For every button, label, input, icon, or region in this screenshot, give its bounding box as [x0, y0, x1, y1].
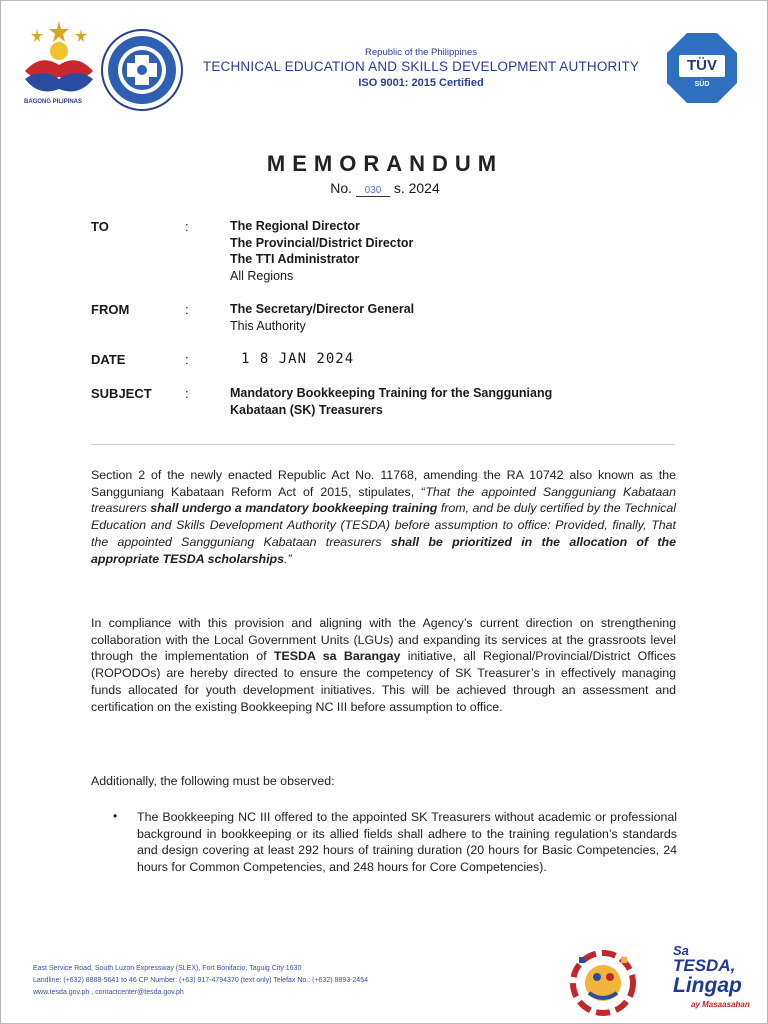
republic-header: Republic of the Philippines — [365, 47, 477, 58]
memo-number-line — [1, 180, 768, 197]
date-stamp: 1 8 JAN 2024 — [241, 351, 355, 367]
from-org: This Authority — [230, 318, 306, 333]
subject-label: SUBJECT — [91, 386, 152, 401]
date-colon: : — [185, 352, 189, 367]
header-divider — [91, 444, 675, 445]
footer-phones: Landline: (+632) 8888-5641 to 46 CP Number: (+63) 917-4794370 (text only) Telefax No.: (+632) 8893-2454 — [33, 977, 368, 984]
paragraph-1 — [91, 467, 676, 567]
to-recipients — [230, 218, 413, 284]
p1-quote-end: .” — [284, 551, 292, 566]
paragraph-2 — [91, 615, 676, 715]
from-name: The Secretary/Director General — [230, 302, 415, 316]
paragraph-3: Additionally, the following must be observed: — [91, 774, 335, 788]
subject-text — [230, 385, 552, 418]
p1-quote-emphasis-2: shall be prioritized in the allocation of the appropriate TESDA scholarships — [91, 534, 676, 566]
to-recipient-2: The Provincial/District Director — [230, 235, 414, 250]
bagong-pilipinas-caption: BAGONG PILIPINAS — [23, 99, 82, 105]
p2-emphasis: TESDA sa Barangay — [273, 649, 401, 664]
from-sender — [230, 301, 414, 334]
tesda-lingap-emblem — [563, 943, 673, 1023]
to-scope: All Regions — [230, 268, 294, 283]
p2-intro: In compliance with this provision and aligning with the Agency’s current direction on strengthening collaboration with the Local Government Units (LGUs) and expanding its services at the grassroots level through the implementation of — [91, 616, 676, 664]
bagong-pilipinas-logo — [19, 19, 99, 109]
tuv-certification-logo — [665, 31, 739, 105]
to-recipient-1: The Regional Director — [230, 219, 360, 233]
tuv-logo-subtext: SÜD — [694, 81, 710, 88]
subject-line-2: Kabataan (SK) Treasurers — [230, 402, 383, 417]
p2-rest: initiative, all Regional/Provincial/District Offices (ROPODOs) are hereby directed to ensure the competency of SK Treasurer’s in effectively managing funds allocated for youth development initiatives. This will be achieved through an assessment and certification on the existing Bookkeeping NC III before assumption to office. — [91, 649, 676, 714]
p1-quote-start: That the appointed Sangguniang Kabataan treasurers — [91, 484, 676, 516]
memo-series: s. 2024 — [393, 180, 440, 196]
p1-intro: Section 2 of the newly enacted Republic Act No. 11768, amending the RA 10742 also known as the Sangguniang Kabataan Reform Act of 2015, stipulates, “ — [91, 468, 676, 499]
slogan-lingap: Lingap — [673, 974, 742, 997]
bullet-marker: • — [113, 809, 118, 823]
tesda-seal-logo — [101, 29, 183, 111]
subject-colon: : — [185, 386, 189, 401]
footer-address: East Service Road, South Luzon Expressway (SLEX), Fort Bonifacio, Taguig City 1630 — [33, 965, 302, 972]
slogan-sa: Sa — [673, 943, 689, 958]
date-label: DATE — [91, 352, 126, 367]
slogan-tesda: TESDA, — [673, 956, 736, 975]
footer-web: www.tesda.gov.ph , contactcenter@tesda.gov.ph — [33, 989, 184, 996]
agency-name: TECHNICAL EDUCATION AND SKILLS DEVELOPMENT AUTHORITY — [202, 59, 640, 74]
p1-quote-middle: from, and be duly certified by the Technical Education and Skills Development Authority (TESDA) before assumption to office: Provided, finally, That the appointed Sangguniang Kabataan treasurers — [91, 501, 676, 549]
from-label: FROM — [91, 302, 130, 317]
from-colon: : — [185, 302, 189, 317]
slogan-maaasahan: ay Masaasahan — [691, 1000, 750, 1009]
tuv-logo-text: TÜV — [687, 57, 717, 74]
memo-number-prefix: No. — [330, 180, 353, 196]
p1-quote-emphasis-1: shall undergo a mandatory bookkeeping training — [150, 501, 438, 516]
iso-certification: ISO 9001: 2015 Certified — [358, 77, 484, 89]
memo-title: MEMORANDUM — [266, 151, 504, 176]
memo-number: 030 — [356, 185, 390, 197]
to-label: TO — [91, 219, 109, 234]
to-colon: : — [185, 219, 189, 234]
to-recipient-3: The TTI Administrator — [230, 252, 360, 266]
subject-line-1: Mandatory Bookkeeping Training for the Sangguniang — [230, 386, 553, 400]
bullet-item-1: The Bookkeeping NC III offered to the appointed SK Treasurers without academic or professional background in bookkeeping or its allied fields shall adhere to the training regulation’s standards and design covering at least 292 hours of training duration (20 hours for Basic Competencies, 24 hours for Common Competencies, and 248 hours for Core Competencies). — [137, 810, 677, 875]
